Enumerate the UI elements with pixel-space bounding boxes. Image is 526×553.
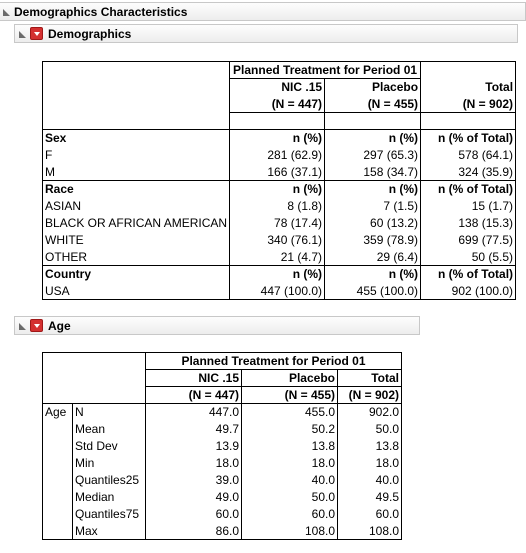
table-cell: 455 (100.0) (325, 283, 421, 300)
corner-cell (43, 353, 146, 404)
row-label: F (43, 147, 230, 164)
age-header[interactable] (14, 316, 420, 335)
table-row (43, 455, 402, 472)
column-n: (N = 447) (230, 96, 325, 113)
table-row (43, 421, 402, 438)
table-cell: 60.0 (338, 506, 402, 523)
table-cell: 340 (76.1) (230, 232, 325, 249)
demographics-title: Demographics (48, 26, 132, 41)
table-cell: 7 (1.5) (325, 198, 421, 215)
stat-header: n (%) (230, 181, 325, 198)
row-label: Quantiles25 (73, 472, 146, 489)
table-cell: 29 (6.4) (325, 249, 421, 266)
row-label: OTHER (43, 249, 230, 266)
column-n: (N = 455) (325, 96, 421, 113)
table-cell: 447.0 (146, 404, 242, 421)
table-row (43, 472, 402, 489)
section-label: Race (43, 181, 230, 198)
table-row (43, 283, 516, 300)
table-cell: 158 (34.7) (325, 164, 421, 181)
table-row (43, 147, 516, 164)
age-title: Age (48, 318, 71, 333)
red-triangle-menu-icon[interactable] (30, 27, 43, 40)
red-triangle-menu-icon[interactable] (30, 319, 43, 332)
table-cell: 699 (77.5) (421, 232, 516, 249)
table-row (43, 164, 516, 181)
table-cell: 902 (100.0) (421, 283, 516, 300)
corner-cell (43, 62, 230, 130)
table-cell: 21 (4.7) (230, 249, 325, 266)
stat-header: n (%) (230, 130, 325, 147)
row-label: Max (73, 523, 146, 540)
column-header: Total (338, 370, 402, 387)
section-label: Country (43, 266, 230, 283)
group-label: Age (43, 404, 73, 540)
table-cell: 108.0 (242, 523, 338, 540)
demographics-header[interactable] (14, 24, 518, 43)
table-cell: 13.9 (146, 438, 242, 455)
report-header[interactable] (0, 2, 526, 21)
blank-cell (325, 113, 421, 130)
table-cell: 166 (37.1) (230, 164, 325, 181)
table-cell: 60.0 (146, 506, 242, 523)
table-cell: 50.0 (338, 421, 402, 438)
table-cell: 18.0 (242, 455, 338, 472)
table-cell: 60.0 (242, 506, 338, 523)
row-label: Mean (73, 421, 146, 438)
table-cell: 455.0 (242, 404, 338, 421)
row-label: Std Dev (73, 438, 146, 455)
table-cell: 40.0 (338, 472, 402, 489)
span-header: Planned Treatment for Period 01 (230, 62, 421, 79)
table-cell: 13.8 (338, 438, 402, 455)
table-cell: 39.0 (146, 472, 242, 489)
table-cell: 15 (1.7) (421, 198, 516, 215)
row-label: N (73, 404, 146, 421)
row-label: WHITE (43, 232, 230, 249)
column-n: (N = 902) (421, 96, 516, 113)
column-header: NIC .15 (230, 79, 325, 96)
table-cell: 18.0 (338, 455, 402, 472)
table-cell: 60 (13.2) (325, 215, 421, 232)
span-header: Planned Treatment for Period 01 (146, 353, 402, 370)
table-cell: 50 (5.5) (421, 249, 516, 266)
table-row (43, 523, 402, 540)
column-n: (N = 902) (338, 387, 402, 404)
table-cell: 50.0 (242, 489, 338, 506)
table-cell: 50.2 (242, 421, 338, 438)
row-label: BLACK OR AFRICAN AMERICAN (43, 215, 230, 232)
table-cell: 108.0 (338, 523, 402, 540)
blank-cell (230, 113, 325, 130)
table-cell: 8 (1.8) (230, 198, 325, 215)
disclosure-triangle-icon[interactable] (19, 323, 26, 330)
row-label: Min (73, 455, 146, 472)
column-header: Placebo (325, 79, 421, 96)
table-cell: 18.0 (146, 455, 242, 472)
table-row (43, 249, 516, 266)
table-cell: 86.0 (146, 523, 242, 540)
table-row (43, 489, 402, 506)
table-cell: 13.8 (242, 438, 338, 455)
row-label: M (43, 164, 230, 181)
row-label: Median (73, 489, 146, 506)
blank-cell (421, 113, 516, 130)
table-cell: 40.0 (242, 472, 338, 489)
section-label: Sex (43, 130, 230, 147)
table-cell: 578 (64.1) (421, 147, 516, 164)
column-header: NIC .15 (146, 370, 242, 387)
table-cell: 281 (62.9) (230, 147, 325, 164)
table-cell: 359 (78.9) (325, 232, 421, 249)
table-cell: 138 (15.3) (421, 215, 516, 232)
table-row (43, 438, 402, 455)
table-row (43, 404, 402, 421)
table-cell: 297 (65.3) (325, 147, 421, 164)
stat-header: n (%) (325, 130, 421, 147)
table-cell: 49.7 (146, 421, 242, 438)
stat-header: n (%) (325, 181, 421, 198)
blank-cell (421, 62, 516, 79)
stat-header: n (% of Total) (421, 130, 516, 147)
demographics-table (42, 61, 516, 300)
report-title: Demographics Characteristics (14, 4, 188, 19)
column-n: (N = 447) (146, 387, 242, 404)
disclosure-triangle-icon[interactable] (19, 31, 26, 38)
stat-header: n (% of Total) (421, 181, 516, 198)
disclosure-triangle-icon[interactable] (3, 9, 10, 16)
row-label: Quantiles75 (73, 506, 146, 523)
stat-header: n (%) (325, 266, 421, 283)
table-cell: 324 (35.9) (421, 164, 516, 181)
table-cell: 447 (100.0) (230, 283, 325, 300)
stat-header: n (%) (230, 266, 325, 283)
table-cell: 49.0 (146, 489, 242, 506)
column-header: Total (421, 79, 516, 96)
column-n: (N = 455) (242, 387, 338, 404)
table-row (43, 215, 516, 232)
age-table (42, 352, 402, 540)
row-label: ASIAN (43, 198, 230, 215)
table-cell: 902.0 (338, 404, 402, 421)
table-cell: 78 (17.4) (230, 215, 325, 232)
table-row (43, 198, 516, 215)
row-label: USA (43, 283, 230, 300)
table-row (43, 232, 516, 249)
table-row (43, 506, 402, 523)
table-cell: 49.5 (338, 489, 402, 506)
stat-header: n (% of Total) (421, 266, 516, 283)
column-header: Placebo (242, 370, 338, 387)
